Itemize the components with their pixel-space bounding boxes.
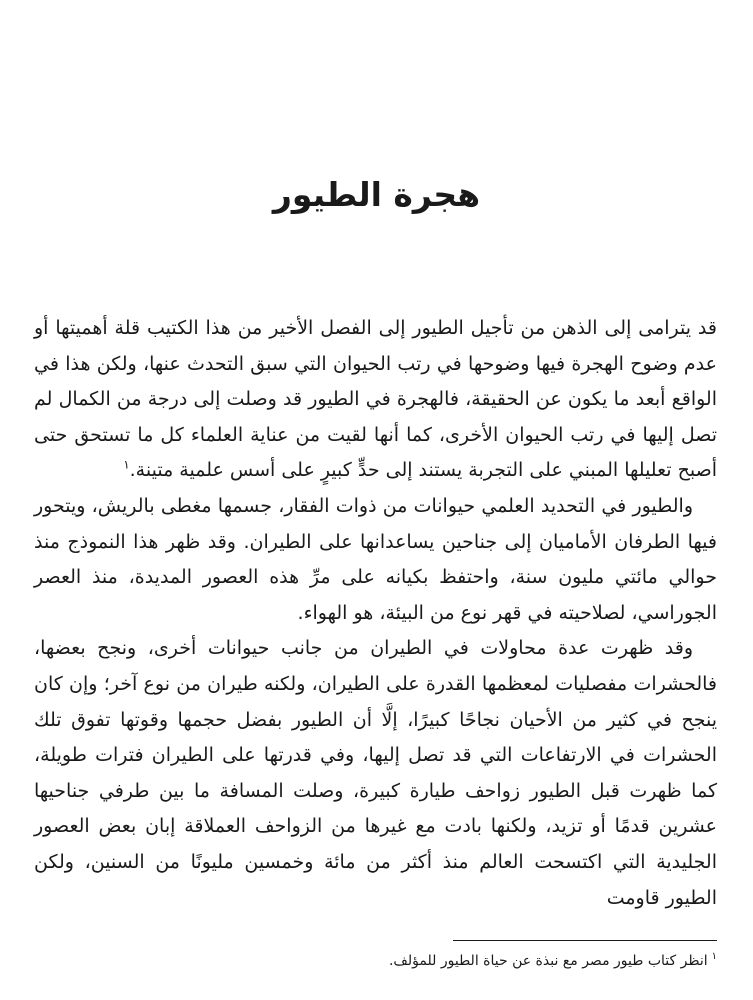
body-text bbox=[34, 311, 717, 916]
footnote bbox=[34, 950, 717, 972]
footnote-reference[interactable]: ١ bbox=[123, 458, 130, 473]
paragraph-definition bbox=[34, 489, 717, 631]
paragraph-text: والطيور في التحديد العلمي حيوانات من ذوات الفقار، جسمها مغطى بالريش، ويتحور فيها الطرفان الأماميان إلى جناحين يساعدانها على الطيران. وقد ظهر هذا النموذج منذ حوالي مائتي مليون سنة، واحتفظ بكيانه على مرِّ هذه العصور المديدة، منذ العصر الجوراسي، لصلاحيته في قهر نوع من البيئة، هو الهواء. bbox=[34, 494, 717, 624]
paragraph-flight-attempts bbox=[34, 631, 717, 916]
paragraph-text: قد يترامى إلى الذهن من تأجيل الطيور إلى الفصل الأخير من هذا الكتيب قلة أهميتها أو عدم وضوح الهجرة فيها وضوحها في رتب الحيوان التي سبق التحدث عنها، ولكن هذا في الواقع أبعد ما يكون عن الحقيقة، فالهجرة في الطيور قد وصلت إلى درجة من الكمال لم تصل إليها في رتب الحيوان الأخرى، كما أنها لقيت من عناية العلماء كل ما تستحق حتى أصبح تعليلها المبني على التجربة يستند إلى حدٍّ كبيرٍ على أسس علمية متينة. bbox=[34, 317, 717, 482]
paragraph-intro bbox=[34, 311, 717, 489]
footnote-text: انظر كتاب طيور مصر مع نبذة عن حياة الطيور للمؤلف. bbox=[388, 953, 708, 969]
chapter-title: هجرة الطيور bbox=[272, 175, 481, 214]
footnote-mark: ١ bbox=[711, 951, 717, 963]
footnote-divider bbox=[453, 940, 717, 941]
paragraph-text: وقد ظهرت عدة محاولات في الطيران من جانب حيوانات أخرى، ونجح بعضها، فالحشرات مفصليات لمعظمها القدرة على الطيران، ولكنه طيران من نوع آخر؛ وإن كان ينجح في كثير من الأحيان نجاحًا كبيرًا، إلَّا أن الطيور بفضل حجمها وقوتها تفوق تلك الحشرات في الارتفاعات التي قد تصل إليها، وفي قدرتها على الطيران فترات طويلة، كما ظهرت قبل الطيور زواحف طيارة كبيرة، وصلت المسافة ما بين طرفي جناحيها عشرين قدمًا أو تزيد، ولكنها بادت مع غيرها من الزواحف العملاقة إبان بعض العصور الجليدية التي اكتسحت العالم منذ أكثر من مائة وخمسين مليونًا من السنين، ولكن الطيور قاومت bbox=[34, 637, 717, 909]
